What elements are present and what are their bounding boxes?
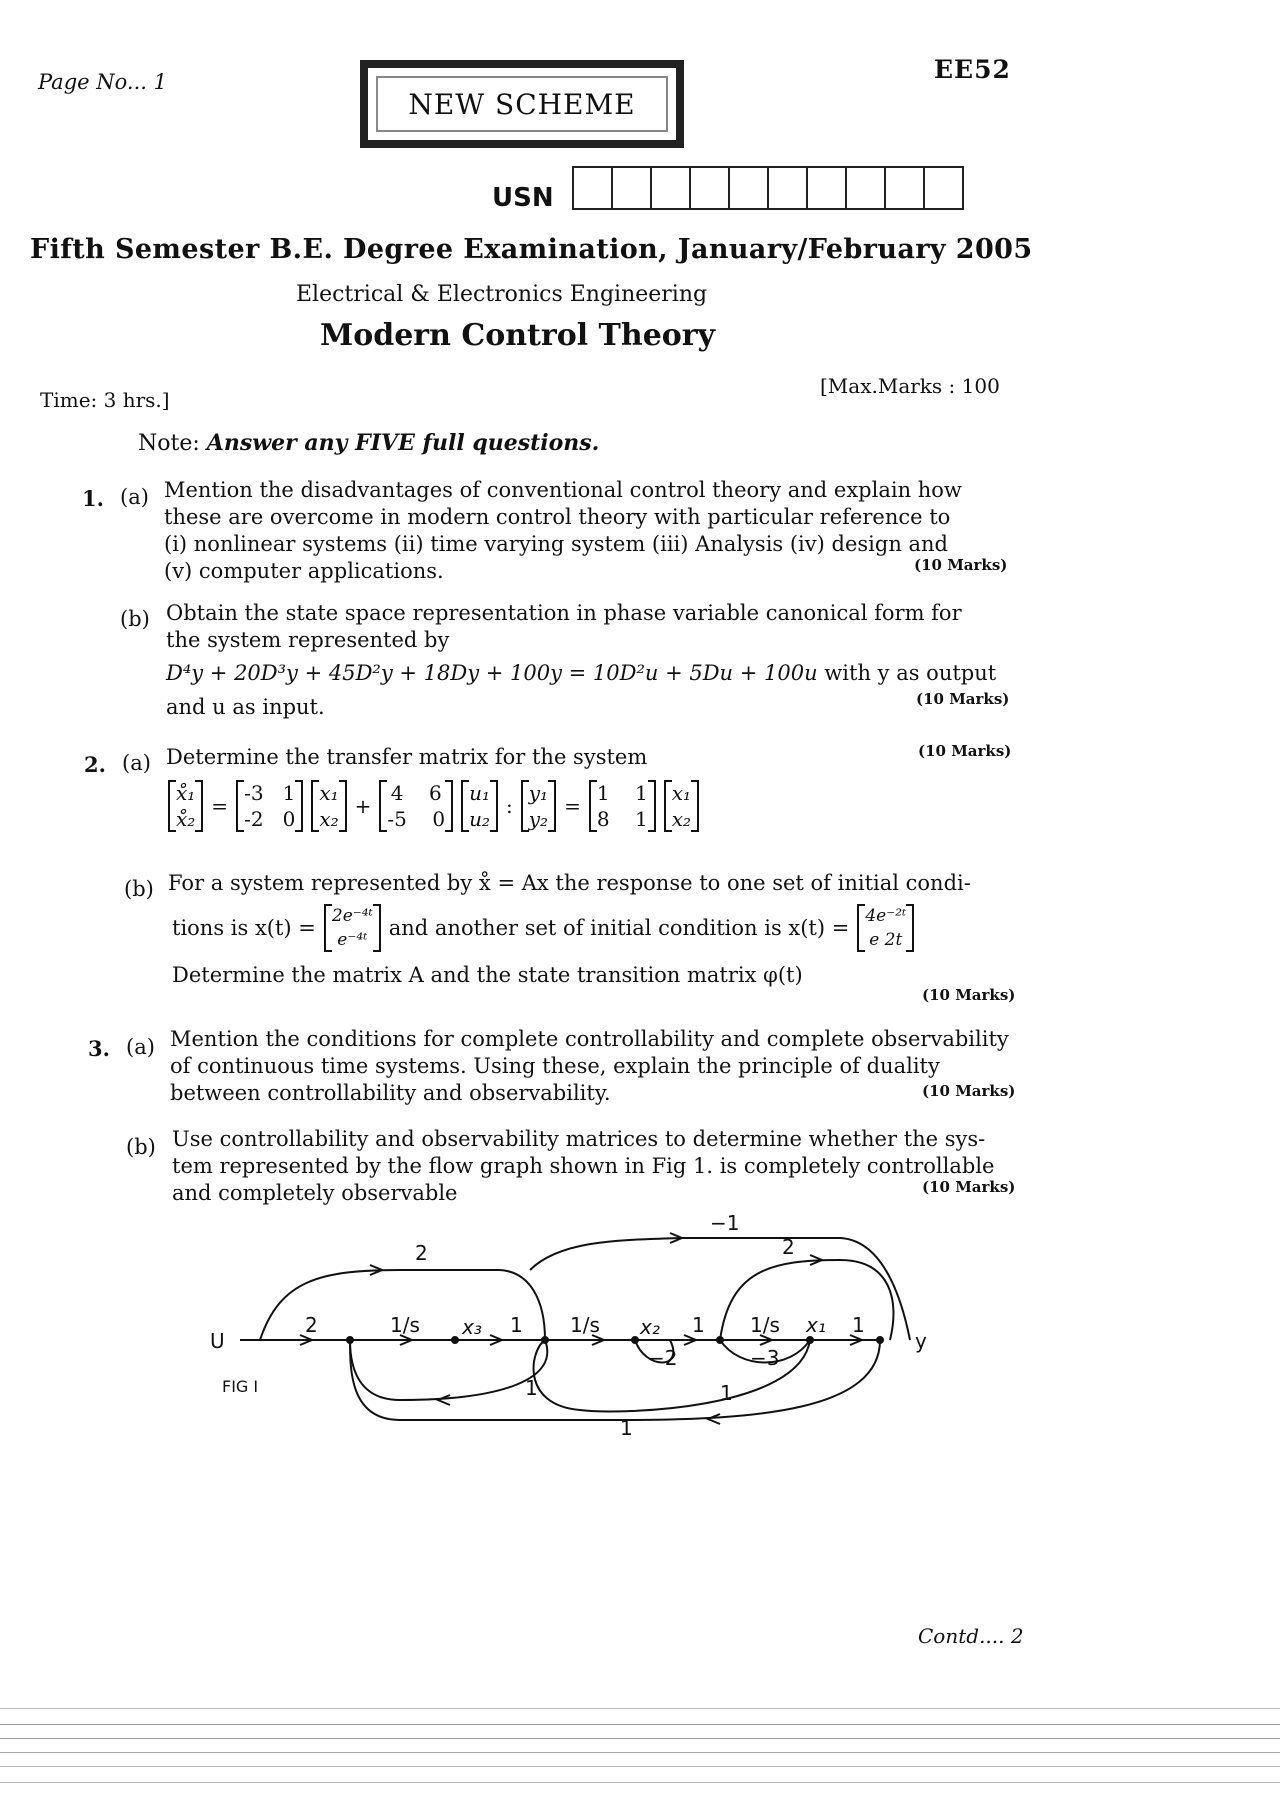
scan-artifact — [0, 1782, 1280, 1783]
matrix-C — [589, 780, 656, 832]
matrix-cell: x₁ — [671, 781, 692, 805]
q3a-marks: (10 Marks) — [922, 1082, 1016, 1100]
q3b-line: and completely observable — [172, 1181, 458, 1205]
gain-1a: 1 — [510, 1313, 523, 1337]
q2b-line2 — [172, 904, 1032, 952]
plus-sign: + — [354, 794, 372, 818]
usn-box — [572, 166, 613, 210]
matrix-cell: y₂ — [528, 807, 549, 831]
q3a-label: (a) — [126, 1035, 155, 1059]
matrix-cell: 1 — [635, 781, 648, 805]
q3a-line: between controllability and observability. — [170, 1081, 611, 1105]
matrix-row — [597, 806, 648, 832]
q1b-line: Obtain the state space representation in phase variable canonical form for — [166, 601, 962, 625]
usn-box — [884, 166, 925, 210]
matrix-cell: y₁ — [528, 781, 549, 805]
scheme-label: NEW SCHEME — [376, 76, 668, 132]
matrix-row — [597, 780, 648, 806]
q1b-equation-tail: with y as output — [824, 661, 997, 685]
matrix-cell: 1 — [282, 781, 296, 805]
response-matrix-1 — [324, 904, 381, 952]
gain-top-m1: −1 — [710, 1211, 740, 1235]
gain-1c: 1 — [852, 1313, 865, 1337]
q1b-marks: (10 Marks) — [916, 690, 1010, 708]
matrix-cell: 1 — [635, 807, 648, 831]
matrix-cell: 8 — [596, 807, 610, 831]
q1b-text — [166, 600, 962, 654]
usn-box — [767, 166, 808, 210]
exam-title: Fifth Semester B.E. Degree Examination, January/February 2005 — [30, 234, 1033, 265]
q3b-text — [172, 1126, 994, 1207]
q2b-label: (b) — [124, 877, 154, 901]
usn-boxes — [574, 166, 964, 210]
q1a-label: (a) — [120, 485, 149, 509]
feedback-3 — [350, 1340, 547, 1400]
node-x1: x₁ — [806, 1313, 826, 1337]
matrix-row — [244, 780, 295, 806]
q3a-line: Mention the conditions for complete controllability and complete observability — [170, 1027, 1009, 1051]
q1-number: 1. — [82, 486, 104, 511]
matrix-cell: -5 — [387, 807, 407, 831]
matrix-cell: 4 — [390, 781, 404, 805]
response-matrix-2 — [857, 904, 914, 952]
q2a-text: Determine the transfer matrix for the system — [166, 745, 648, 769]
q1a-line: Mention the disadvantages of conventional control theory and explain how — [164, 478, 962, 502]
matrix-u — [461, 780, 498, 832]
q2b-marks: (10 Marks) — [922, 986, 1016, 1004]
matrix-row — [244, 806, 295, 832]
usn-label: USN — [492, 183, 554, 213]
subject-title: Modern Control Theory — [320, 318, 716, 353]
q1b-equation: D⁴y + 20D³y + 45D²y + 18Dy + 100y = 10D²u + 5Du + 100u — [166, 661, 818, 685]
feedback-2 — [350, 1340, 880, 1420]
q2b-line3: Determine the matrix A and the state transition matrix φ(t) — [172, 963, 803, 987]
matrix-cell: e 2t — [869, 930, 903, 950]
matrix-cell: u₁ — [469, 781, 490, 805]
gain-top-2b: 2 — [782, 1235, 795, 1259]
q3b-line: Use controllability and observability matrices to determine whether the sys- — [172, 1127, 986, 1151]
usn-box — [650, 166, 691, 210]
equals-sign: = — [211, 794, 229, 818]
gain-in-2: 2 — [305, 1313, 318, 1337]
arrowhead — [438, 1395, 450, 1405]
q1a-line: (i) nonlinear systems (ii) time varying system (iii) Analysis (iv) design and — [164, 532, 949, 556]
matrix-cell: x̊₂ — [176, 807, 196, 831]
usn-box — [611, 166, 652, 210]
note-text: Answer any FIVE full questions. — [206, 430, 600, 456]
scan-artifact — [0, 1766, 1280, 1767]
fig-caption: FIG I — [222, 1377, 259, 1396]
matrix-cell: 0 — [432, 807, 446, 831]
q2a-marks: (10 Marks) — [918, 742, 1012, 760]
label-u: U — [210, 1329, 225, 1353]
scan-artifact — [0, 1752, 1280, 1753]
gain-b3: 1 — [620, 1416, 633, 1440]
max-marks: [Max.Marks : 100 — [820, 374, 1000, 398]
page-number: Page No... 1 — [38, 70, 167, 94]
matrix-x — [311, 780, 346, 832]
gain-1b: 1 — [692, 1313, 705, 1337]
scan-artifact — [0, 1738, 1280, 1739]
q2b-line1: For a system represented by x̊ = Ax the response to one set of initial condi- — [168, 871, 971, 895]
q1b-equation-line — [166, 660, 996, 687]
note-label: Note: — [138, 431, 200, 456]
matrix-cell: x₂ — [319, 807, 339, 831]
colon-sign: : — [505, 794, 513, 818]
q2-number: 2. — [84, 752, 106, 777]
matrix-cell: 6 — [428, 781, 442, 805]
matrix-A — [236, 780, 303, 832]
usn-box — [806, 166, 847, 210]
q2a-label: (a) — [122, 751, 151, 775]
q3b-marks: (10 Marks) — [922, 1178, 1016, 1196]
usn-box — [728, 166, 769, 210]
q2b-text: tions is x(t) = — [172, 915, 316, 940]
equals-sign: = — [564, 794, 581, 818]
arrowhead — [708, 1414, 720, 1424]
matrix-B — [379, 780, 453, 832]
label-y: y — [915, 1329, 927, 1353]
continued-note: Contd.... 2 — [918, 1624, 1024, 1648]
matrix-x-out — [664, 780, 699, 832]
scan-artifact — [0, 1708, 1280, 1709]
q1b-line4: and u as input. — [166, 695, 325, 719]
matrix-row — [387, 780, 445, 806]
usn-box — [845, 166, 886, 210]
matrix-cell: 4e⁻²ᵗ — [865, 906, 907, 926]
matrix-cell: x₂ — [671, 807, 692, 831]
gain-b2: 1 — [720, 1381, 733, 1405]
scan-artifact — [0, 1724, 1280, 1725]
scheme-box — [360, 60, 684, 148]
time-allowed: Time: 3 hrs.] — [40, 388, 170, 412]
matrix-cell: e⁻⁴ᵗ — [337, 930, 368, 950]
note — [138, 430, 599, 456]
gain-1s-b: 1/s — [570, 1313, 600, 1337]
q1a-line: (v) computer applications. — [164, 559, 444, 583]
q1a-line: these are overcome in modern control theory with particular reference to — [164, 505, 951, 529]
matrix-cell: -2 — [244, 807, 264, 831]
q1b-label: (b) — [120, 607, 150, 631]
matrix-cell: 1 — [596, 781, 610, 805]
q2b-text: and another set of initial condition is x(t) = — [388, 915, 850, 940]
matrix-cell: -3 — [244, 781, 264, 805]
gain-1s-c: 1/s — [750, 1313, 780, 1337]
q3b-label: (b) — [126, 1135, 156, 1159]
node-x3: x₃ — [462, 1315, 482, 1339]
q1a-text — [164, 477, 962, 585]
q3b-line: tem represented by the flow graph shown in Fig 1. is completely controllable — [172, 1154, 995, 1178]
q1a-marks: (10 Marks) — [914, 556, 1008, 574]
matrix-cell: x̊₁ — [176, 781, 196, 805]
gain-b1: 1 — [525, 1376, 538, 1400]
matrix-cell: 0 — [282, 807, 296, 831]
matrix-cell: u₂ — [469, 807, 490, 831]
q3a-text — [170, 1026, 1009, 1107]
usn-box — [689, 166, 730, 210]
q3a-line: of continuous time systems. Using these, explain the principle of duality — [170, 1054, 940, 1078]
usn-box — [923, 166, 964, 210]
matrix-xdot — [168, 780, 203, 832]
subject-code: EE52 — [934, 55, 1011, 84]
branch-title: Electrical & Electronics Engineering — [296, 282, 708, 307]
matrix-cell: x₁ — [319, 781, 339, 805]
matrix-cell: 2e⁻⁴ᵗ — [331, 906, 373, 926]
matrix-row — [387, 806, 445, 832]
q1b-line: the system represented by — [166, 628, 450, 652]
gain-m2: −2 — [648, 1346, 678, 1370]
gain-top-2: 2 — [415, 1241, 428, 1265]
gain-m3: −3 — [750, 1346, 780, 1370]
node — [452, 1337, 458, 1343]
signal-flow-graph — [200, 1210, 940, 1450]
node-x2: x₂ — [640, 1315, 660, 1339]
q2a-state-equation — [168, 780, 699, 832]
matrix-y — [521, 780, 556, 832]
gain-1s-a: 1/s — [390, 1313, 420, 1337]
q3-number: 3. — [88, 1036, 110, 1061]
